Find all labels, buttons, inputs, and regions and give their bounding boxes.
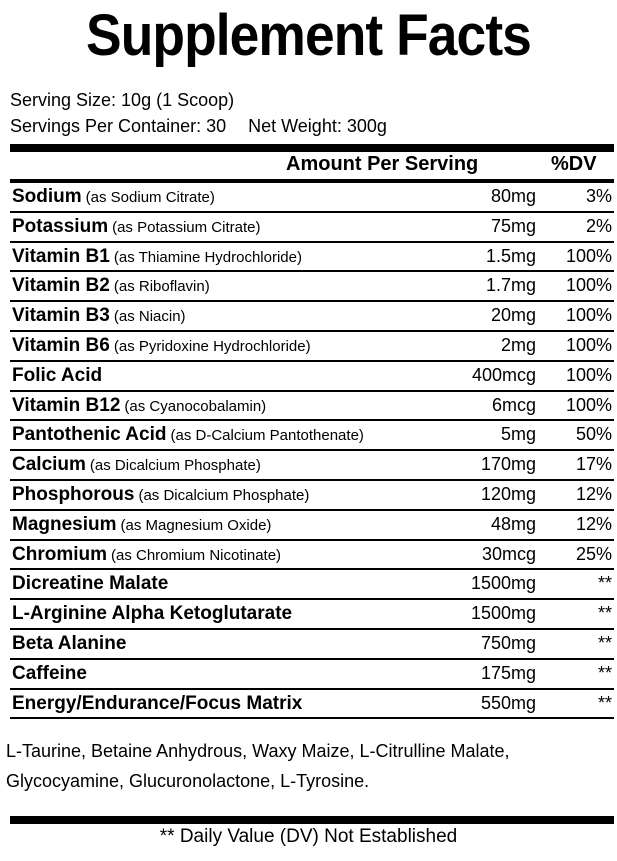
nutrient-label: Sodium [12,186,82,207]
nutrient-name [12,514,271,536]
nutrient-label: Dicreatine Malate [12,573,169,595]
nutrient-daily-value: 100% [565,305,612,326]
net-weight: Net Weight: 300g [248,116,387,136]
table-row [10,690,614,720]
amount-per-serving-header: Amount Per Serving [286,153,479,175]
nutrient-amount: 1500mg [470,603,536,624]
nutrient-label: Potassium [12,215,109,237]
nutrient-daily-value: ** [597,633,612,653]
nutrient-source: (as Dicalcium Phosphate) [138,487,310,504]
table-row [10,541,614,571]
nutrient-daily-value: 12% [575,513,612,534]
nutrient-daily-value: 3% [585,186,612,206]
nutrient-label: Beta Alanine [12,633,127,654]
nutrient-label: Phosphorous [12,484,135,505]
nutrient-name [12,424,364,446]
footnote: ** Daily Value (DV) Not Established [159,826,458,847]
table-row [10,213,614,243]
table-row [10,183,614,213]
nutrient-label: Caffeine [12,662,87,684]
nutrient-source: (as Pyridoxine Hydrochloride) [113,338,311,355]
nutrient-name [12,573,168,595]
nutrient-daily-value: 25% [575,543,612,564]
nutrient-amount: 1.5mg [485,245,536,266]
nutrient-amount: 1.7mg [485,275,536,296]
nutrient-label: Pantothenic Acid [12,424,167,446]
nutrient-daily-value: ** [597,692,612,713]
table-row [10,451,614,481]
nutrient-label: Vitamin B1 [12,245,110,267]
nutrient-daily-value: 100% [565,364,612,385]
table-row [10,362,614,392]
nutrient-amount: 80mg [490,186,536,206]
table-row [10,630,614,660]
nutrient-label: Magnesium [12,513,117,535]
nutrient-daily-value: 100% [565,245,612,266]
nutrient-amount: 400mcg [471,364,536,385]
nutrient-amount: 30mcg [481,543,536,564]
nutrient-name [12,216,260,238]
nutrient-amount: 5mg [500,424,536,445]
nutrient-daily-value: 17% [575,454,612,475]
daily-value-header: %DV [551,153,597,175]
nutrient-name [12,454,261,476]
nutrient-label: Vitamin B2 [12,275,110,297]
nutrient-amount: 2mg [500,335,536,355]
nutrient-amount: 170mg [480,454,536,475]
nutrient-name [12,544,281,566]
nutrient-label: Vitamin B6 [12,335,110,356]
nutrient-daily-value: 50% [575,424,612,445]
nutrient-source: (as Magnesium Oxide) [120,516,272,534]
table-row [10,421,614,451]
nutrient-source: (as Chromium Nicotinate) [111,546,282,564]
nutrient-source: (as Dicalcium Phosphate) [89,457,261,475]
nutrient-label: Energy/Endurance/Focus Matrix [12,692,303,714]
nutrient-amount: 120mg [480,484,536,504]
nutrient-name [12,693,302,715]
nutrient-daily-value: 100% [565,335,612,355]
table-row [10,302,614,332]
nutrient-name [12,633,126,655]
nutrient-label: L-Arginine Alpha Ketoglutarate [12,603,293,625]
nutrient-name [12,186,215,208]
table-row [10,660,614,690]
nutrient-label: Calcium [12,454,86,476]
nutrient-daily-value: 100% [565,394,612,415]
nutrient-name [12,305,186,327]
nutrient-name [12,395,266,417]
nutrient-label: Folic Acid [12,364,103,386]
table-row [10,600,614,630]
nutrient-daily-value: ** [597,573,612,594]
nutrient-source: (as Potassium Citrate) [112,218,261,236]
nutrient-amount: 1500mg [470,573,536,594]
nutrient-amount: 75mg [490,215,536,236]
nutrient-label: Vitamin B12 [12,394,121,416]
table-row [10,332,614,362]
blend-ingredients: L-Taurine, Betaine Anhydrous, Waxy Maize, L-Citrulline Malate, Glycocyamine, Glucuronolactone, L-Tyrosine. [6,741,510,791]
table-row [10,272,614,302]
nutrient-daily-value: ** [597,662,612,683]
nutrient-amount: 6mcg [491,394,536,415]
nutrient-name [12,484,309,506]
nutrient-source: (as Niacin) [113,308,186,326]
nutrient-daily-value: ** [597,603,612,624]
bottom-thick-rule [10,816,614,824]
nutrient-daily-value: 100% [565,275,612,296]
nutrient-source: (as Thiamine Hydrochloride) [113,248,302,266]
nutrient-name [12,603,292,625]
table-row [10,511,614,541]
servings-per-container: Servings Per Container: 30 [10,116,227,136]
nutrient-label: Chromium [12,543,107,565]
page-title: Supplement Facts [86,3,531,68]
nutrient-amount: 175mg [480,662,536,683]
serving-size: Serving Size: 10g (1 Scoop) [10,90,235,110]
nutrient-source: (as Riboflavin) [113,278,210,296]
nutrient-daily-value: 12% [575,484,612,504]
nutrient-amount: 550mg [480,692,536,713]
table-row [10,570,614,600]
table-row [10,392,614,422]
nutrient-source: (as D-Calcium Pantothenate) [170,427,364,445]
table-row [10,243,614,273]
nutrient-name [12,365,102,387]
nutrient-name [12,246,302,268]
nutrient-source: (as Cyanocobalamin) [124,397,267,415]
top-thick-rule [10,144,614,152]
nutrient-amount: 750mg [480,633,536,653]
servings-line [10,116,387,136]
nutrient-name [12,663,87,685]
nutrient-name [12,275,210,297]
nutrient-source: (as Sodium Citrate) [85,189,215,206]
nutrient-label: Vitamin B3 [12,305,110,327]
nutrient-name [12,335,311,357]
nutrient-amount: 48mg [490,513,536,534]
nutrient-amount: 20mg [490,305,536,326]
table-row [10,481,614,511]
nutrient-daily-value: 2% [585,215,612,236]
